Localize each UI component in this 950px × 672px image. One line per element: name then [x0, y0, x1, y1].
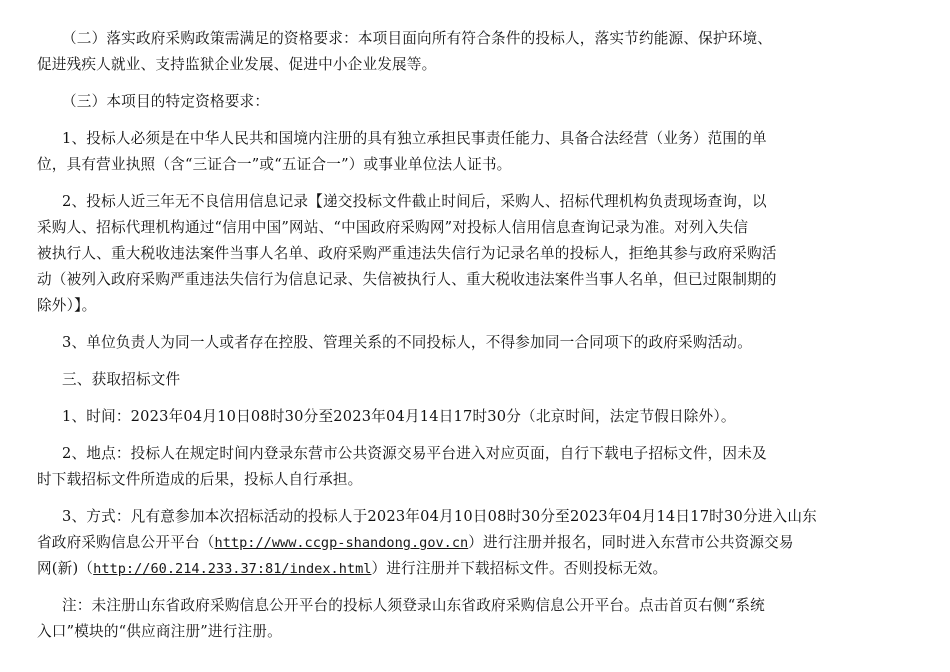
- text-line: 三、获取招标文件: [62, 371, 181, 388]
- section-heading-obtain-documents: [62, 367, 908, 393]
- text-segment: 省政府采购信息公开平台（: [37, 534, 215, 551]
- text-line: 动（被列入政府采购严重违法失信行为信息记录、失信被执行人、重大税收违法案件当事人名单，但已过限制期的: [37, 271, 777, 288]
- paragraph-note: [37, 593, 908, 645]
- text-line: （三）本项目的特定资格要求：: [62, 93, 270, 110]
- text-line: 时下载招标文件所造成的后果，投标人自行承担。: [37, 471, 363, 488]
- text-line: [37, 530, 908, 556]
- ccgp-shandong-link[interactable]: http://www.ccgp-shandong.gov.cn: [214, 535, 469, 551]
- text-line: 2、投标人近三年无不良信用信息记录【递交投标文件截止时间后，采购人、招标代理机构负责现场查询，以: [62, 193, 767, 210]
- paragraph-requirement-1: [37, 126, 908, 178]
- text-line: 位，具有营业执照（含“三证合一”或“五证合一”）或事业单位法人证书。: [37, 156, 512, 173]
- text-segment: 网(新)（: [37, 560, 94, 577]
- text-line: 促进残疾人就业、支持监狱企业发展、促进中小企业发展等。: [37, 56, 437, 73]
- paragraph-method: [37, 504, 908, 582]
- paragraph-requirement-3: [62, 330, 908, 356]
- text-line: 1、投标人必须是在中华人民共和国境内注册的具有独立承担民事责任能力、具备合法经营（业务）范围的单: [62, 130, 767, 147]
- text-line: （二）落实政府采购政策需满足的资格要求：本项目面向所有符合条件的投标人，落实节约能源、保护环境、: [62, 30, 773, 47]
- paragraph-policy-requirements: [37, 26, 908, 78]
- text-line: 被执行人、重大税收违法案件当事人名单、政府采购严重违法失信行为记录名单的投标人，拒绝其参与政府采购活: [37, 245, 777, 262]
- paragraph-time: [62, 404, 908, 430]
- text-segment: ）进行注册并下载招标文件。否则投标无效。: [371, 560, 668, 577]
- dongying-platform-link[interactable]: http://60.214.233.37:81/index.html: [93, 561, 372, 577]
- text-line: 采购人、招标代理机构通过“信用中国”网站、“中国政府采购网”对投标人信用信息查询记录为准。对列入失信: [37, 219, 749, 236]
- paragraph-location: [37, 441, 908, 493]
- text-line: 2、地点：投标人在规定时间内登录东营市公共资源交易平台进入对应页面，自行下载电子招标文件，因未及: [62, 445, 767, 462]
- text-line: 3、单位负责人为同一人或者存在控股、管理关系的不同投标人，不得参加同一合同项下的政府采购活动。: [62, 334, 753, 351]
- paragraph-requirement-2: [37, 189, 908, 319]
- text-segment: ）进行注册并报名，同时进入东营市公共资源交易: [468, 534, 794, 551]
- text-line: [37, 556, 908, 582]
- text-line: 除外）】。: [37, 297, 97, 314]
- paragraph-specific-requirements-heading: [62, 89, 908, 115]
- text-line: 1、时间：2023年04月10日08时30分至2023年04月14日17时30分（北京时间，法定节假日除外）。: [62, 408, 736, 425]
- text-line: 入口”模块的“供应商注册”进行注册。: [37, 623, 282, 640]
- text-line: 注：未注册山东省政府采购信息公开平台的投标人须登录山东省政府采购信息公开平台。点击首页右侧“系统: [62, 597, 765, 614]
- text-line: 3、方式：凡有意参加本次招标活动的投标人于2023年04月10日08时30分至2023年04月14日17时30分进入山东: [62, 508, 817, 525]
